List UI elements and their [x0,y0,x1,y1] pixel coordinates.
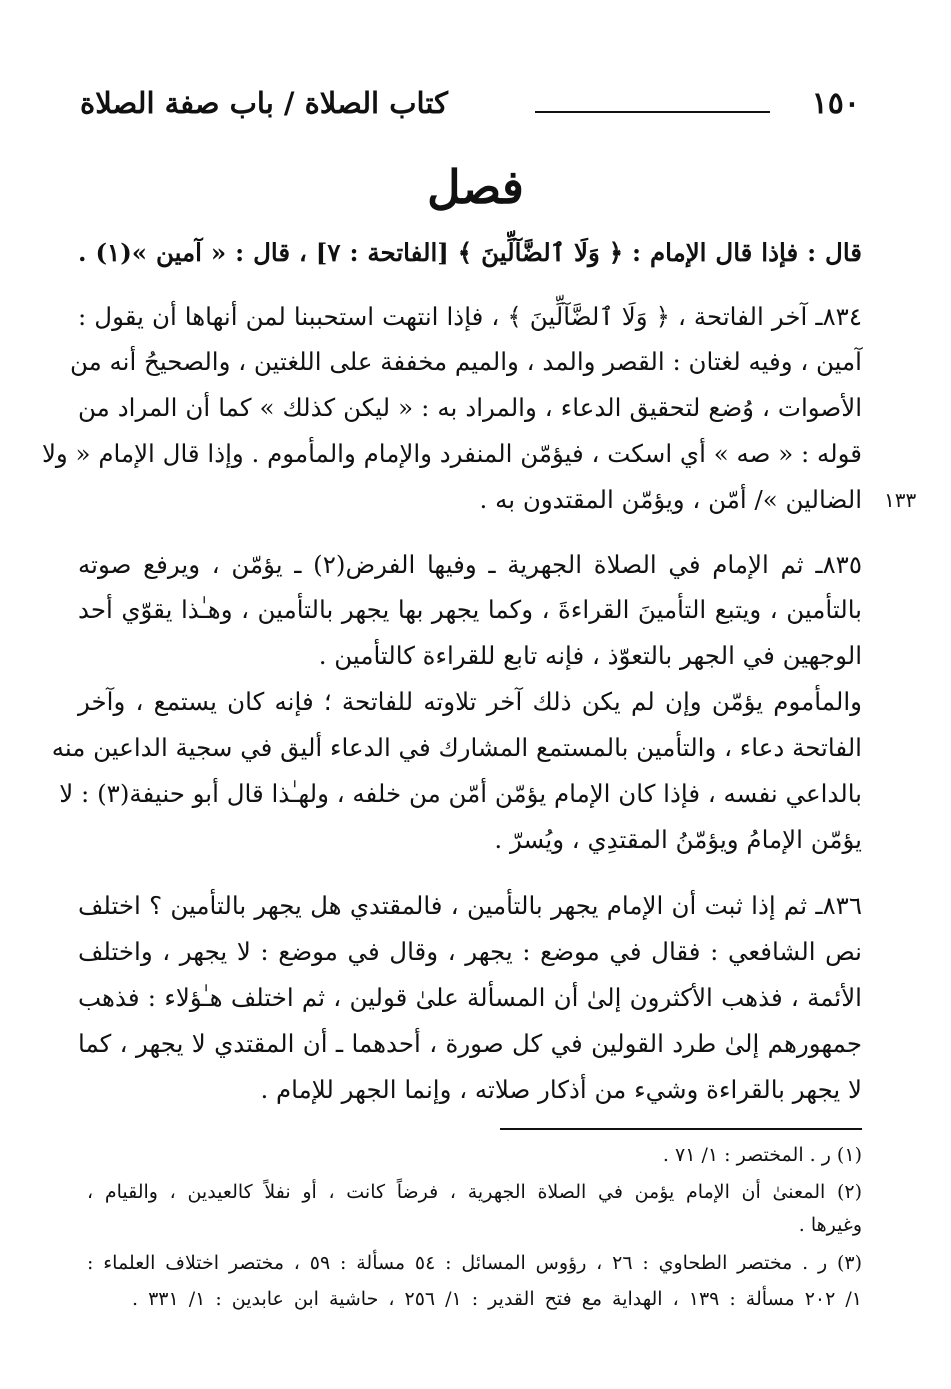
footnote-continuation: ١/ ٢٠٢ مسألة : ١٣٩ ، الهداية مع فتح القدير : ١/ ٢٥٦ ، حاشية ابن عابدين : ١/ ٣٣١ . [132,1288,862,1310]
footnote: (٣) ر . مختصر الطحاوي : ٢٦ ، رؤوس المسائل : ٥٤ مسألة : ٥٩ ، مختصر اختلاف العلماء : [87,1252,863,1274]
text-line: الضالين »/ أمّن ، ويؤمّن المقتدون به . [479,485,862,514]
text-line: قوله : « صه » أي اسكت ، فيؤمّن المنفرد والإمام والمأموم . وإذا قال الإمام « ولا [41,439,862,468]
text-line: والمأموم يؤمّن وإن لم يكن ذلك آخر تلاوته للفاتحة ؛ فإنه كان يستمع ، وآخر [78,687,862,716]
footnote-separator [500,1128,862,1130]
text-line: نص الشافعي : فقال في موضع : يجهر ، وقال في موضع : لا يجهر ، واختلف [78,937,862,966]
section-heading: فصل [427,160,524,214]
text-line: جمهورهم إلىٰ طرد القولين في كل صورة ، أحدهما ـ أن المقتدي لا يجهر ، كما [78,1029,862,1058]
text-line: بالداعي نفسه ، فإذا كان الإمام يؤمّن أمّن من خلفه ، ولهـٰذا قال أبو حنيفة(٣) : لا [59,779,862,808]
text-line: ٨٣٤ـ آخر الفاتحة ، ﴿ وَلَا ٱلضَّآلِّينَ ﴾ ، فإذا انتهت استحببنا لمن أنهاها أن يقول : [78,302,862,331]
text-line: الأئمة ، فذهب الأكثرون إلىٰ أن المسألة علىٰ قولين ، ثم اختلف هـٰؤلاء : فذهب [78,983,862,1012]
footnote-continuation: وغيرها . [798,1214,862,1236]
text-line: بالتأمين ، ويتبع التأمينَ القراءةَ ، وكما يجهر بها يجهر بالتأمين ، وهـٰذا يقوّي أحد [78,595,862,624]
running-title: كتاب الصلاة / باب صفة الصلاة [80,86,448,120]
text-line: الفاتحة دعاء ، والتأمين بالمستمع المشارك في الدعاء أليق في سجية الداعين منه [51,733,862,762]
page-number: ١٥٠ [811,86,860,121]
text-line: لا يجهر بالقراءة وشيء من أذكار صلاته ، وإنما الجهر للإمام . [260,1075,862,1104]
text-line: قال : فإذا قال الإمام : ﴿ وَلَا ٱلضَّآلِّينَ ﴾ [الفاتحة : ٧] ، قال : « آمين »(١) . [78,238,863,267]
text-line: ٨٣٦ـ ثم إذا ثبت أن الإمام يجهر بالتأمين ، فالمقتدي هل يجهر بالتأمين ؟ اختلف [78,891,862,920]
running-header [80,86,860,126]
text-line: ٨٣٥ـ ثم الإمام في الصلاة الجهرية ـ وفيها الفرض(٢) ـ يؤمّن ، ويرفع صوته [78,550,862,579]
margin-page-reference: ١٣٣ [884,488,917,512]
header-rule [535,111,770,113]
text-line: آمين ، وفيه لغتان : القصر والمد ، والميم مخففة على اللغتين ، والصحيحُ أنه من [69,347,862,376]
footnote: (١) ر . المختصر : ١/ ٧١ . [662,1144,862,1166]
text-line: الوجهين في الجهر بالتعوّذ ، فإنه تابع للقراءة كالتأمين . [318,641,862,670]
text-line: يؤمّن الإمامُ ويؤمّنُ المقتدِي ، ويُسرّ . [494,825,862,854]
text-line: الأصوات ، وُضع لتحقيق الدعاء ، والمراد به : « ليكن كذلك » كما أن المراد من [78,393,862,422]
footnote: (٢) المعنىٰ أن الإمام يؤمن في الصلاة الجهرية ، فرضاً كانت ، أو نفلاً كالعيدين ، والقيام ، [87,1181,862,1203]
